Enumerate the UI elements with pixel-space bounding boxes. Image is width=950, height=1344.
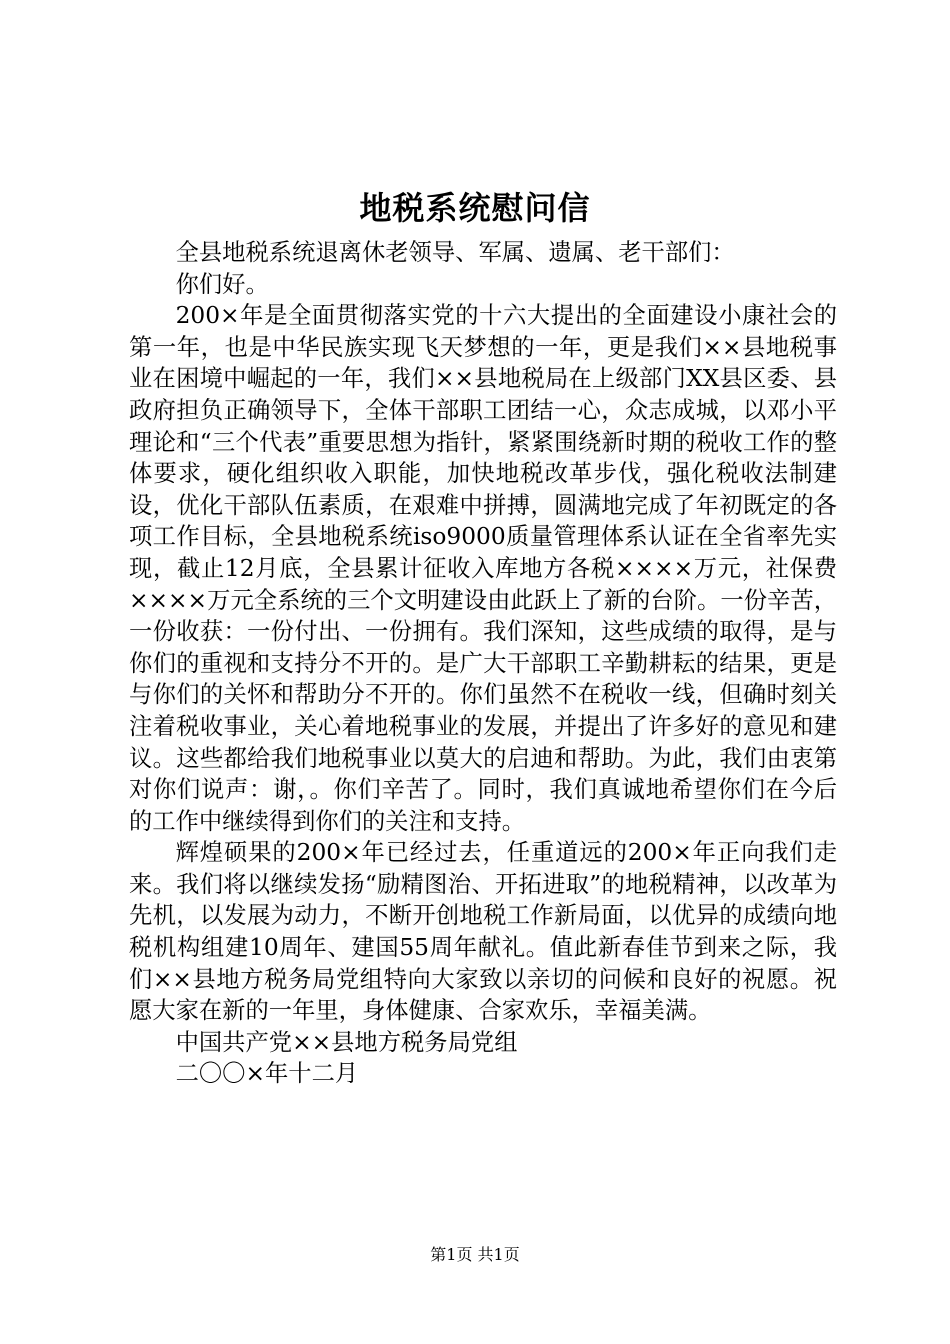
salutation: 全县地税系统退离休老领导、军属、遗属、老干部们： [175,239,735,266]
greeting: 你们好。 [175,270,269,298]
document-title: 地税系统慰问信 [359,189,591,227]
date: 二〇〇×年十二月 [175,1060,359,1088]
page-footer: 第1页 共1页 [430,1245,520,1264]
signature: 中国共产党××县地方税务局党组 [175,1028,518,1056]
paragraph-1: 200×年是全面贯彻落实党的十六大提出的全面建设小康社会的第一年，也是中华民族实现飞天梦想的一年，更是我们××县地税事业在困境中崛起的一年，我们××县地税局在上级部门XX县区委、县政府担负正确领导下，全体干部职工团结一心，众志成城，以邓小平理论和“三个代表”重要思想为指针，紧紧围绕新时期的税收工作的整体要求，硬化组织收入职能，加快地税改革步伐，强化税收法制建设，优化干部队伍素质，在艰难中拼搏，圆满地完成了年初既定的各项工作目标，全县地税系统iso9000质量管理体系认证在全省率先实现，截止12月底，全县累计征收入库地方各税××××万元，社保费××××万元全系统的三个文明建设由此跃上了新的台阶。一份辛苦，一份收获：一份付出、一份拥有。我们深知，这些成绩的取得，是与你们的重视和支持分不开的。是广大干部职工辛勤耕耘的结果，更是与你们的关怀和帮助分不开的。你们虽然不在税收一线，但确时刻关注着税收事业，关心着地税事业的发展，并提出了许多好的意见和建议。这些都给我们地税事业以莫大的启迪和帮助。为此，我们由衷第对你们说声：谢，。你们辛苦了。同时，我们真诚地希望你们在今后的工作中继续得到你们的关注和支持。 [129,302,837,835]
paragraph-2: 辉煌硕果的200×年已经过去，任重道远的200×年正向我们走来。我们将以继续发扬“励精图治、开拓进取”的地税精神，以改革为先机，以发展为动力，不断开创地税工作新局面，以优异的成绩向地税机构组建10周年、建国55周年献礼。值此新春佳节到来之际，我们××县地方税务局党组特向大家致以亲切的问候和良好的祝愿。祝愿大家在新的一年里，身体健康、合家欢乐，幸福美满。 [129,839,837,1025]
letter-body [129,237,837,1090]
